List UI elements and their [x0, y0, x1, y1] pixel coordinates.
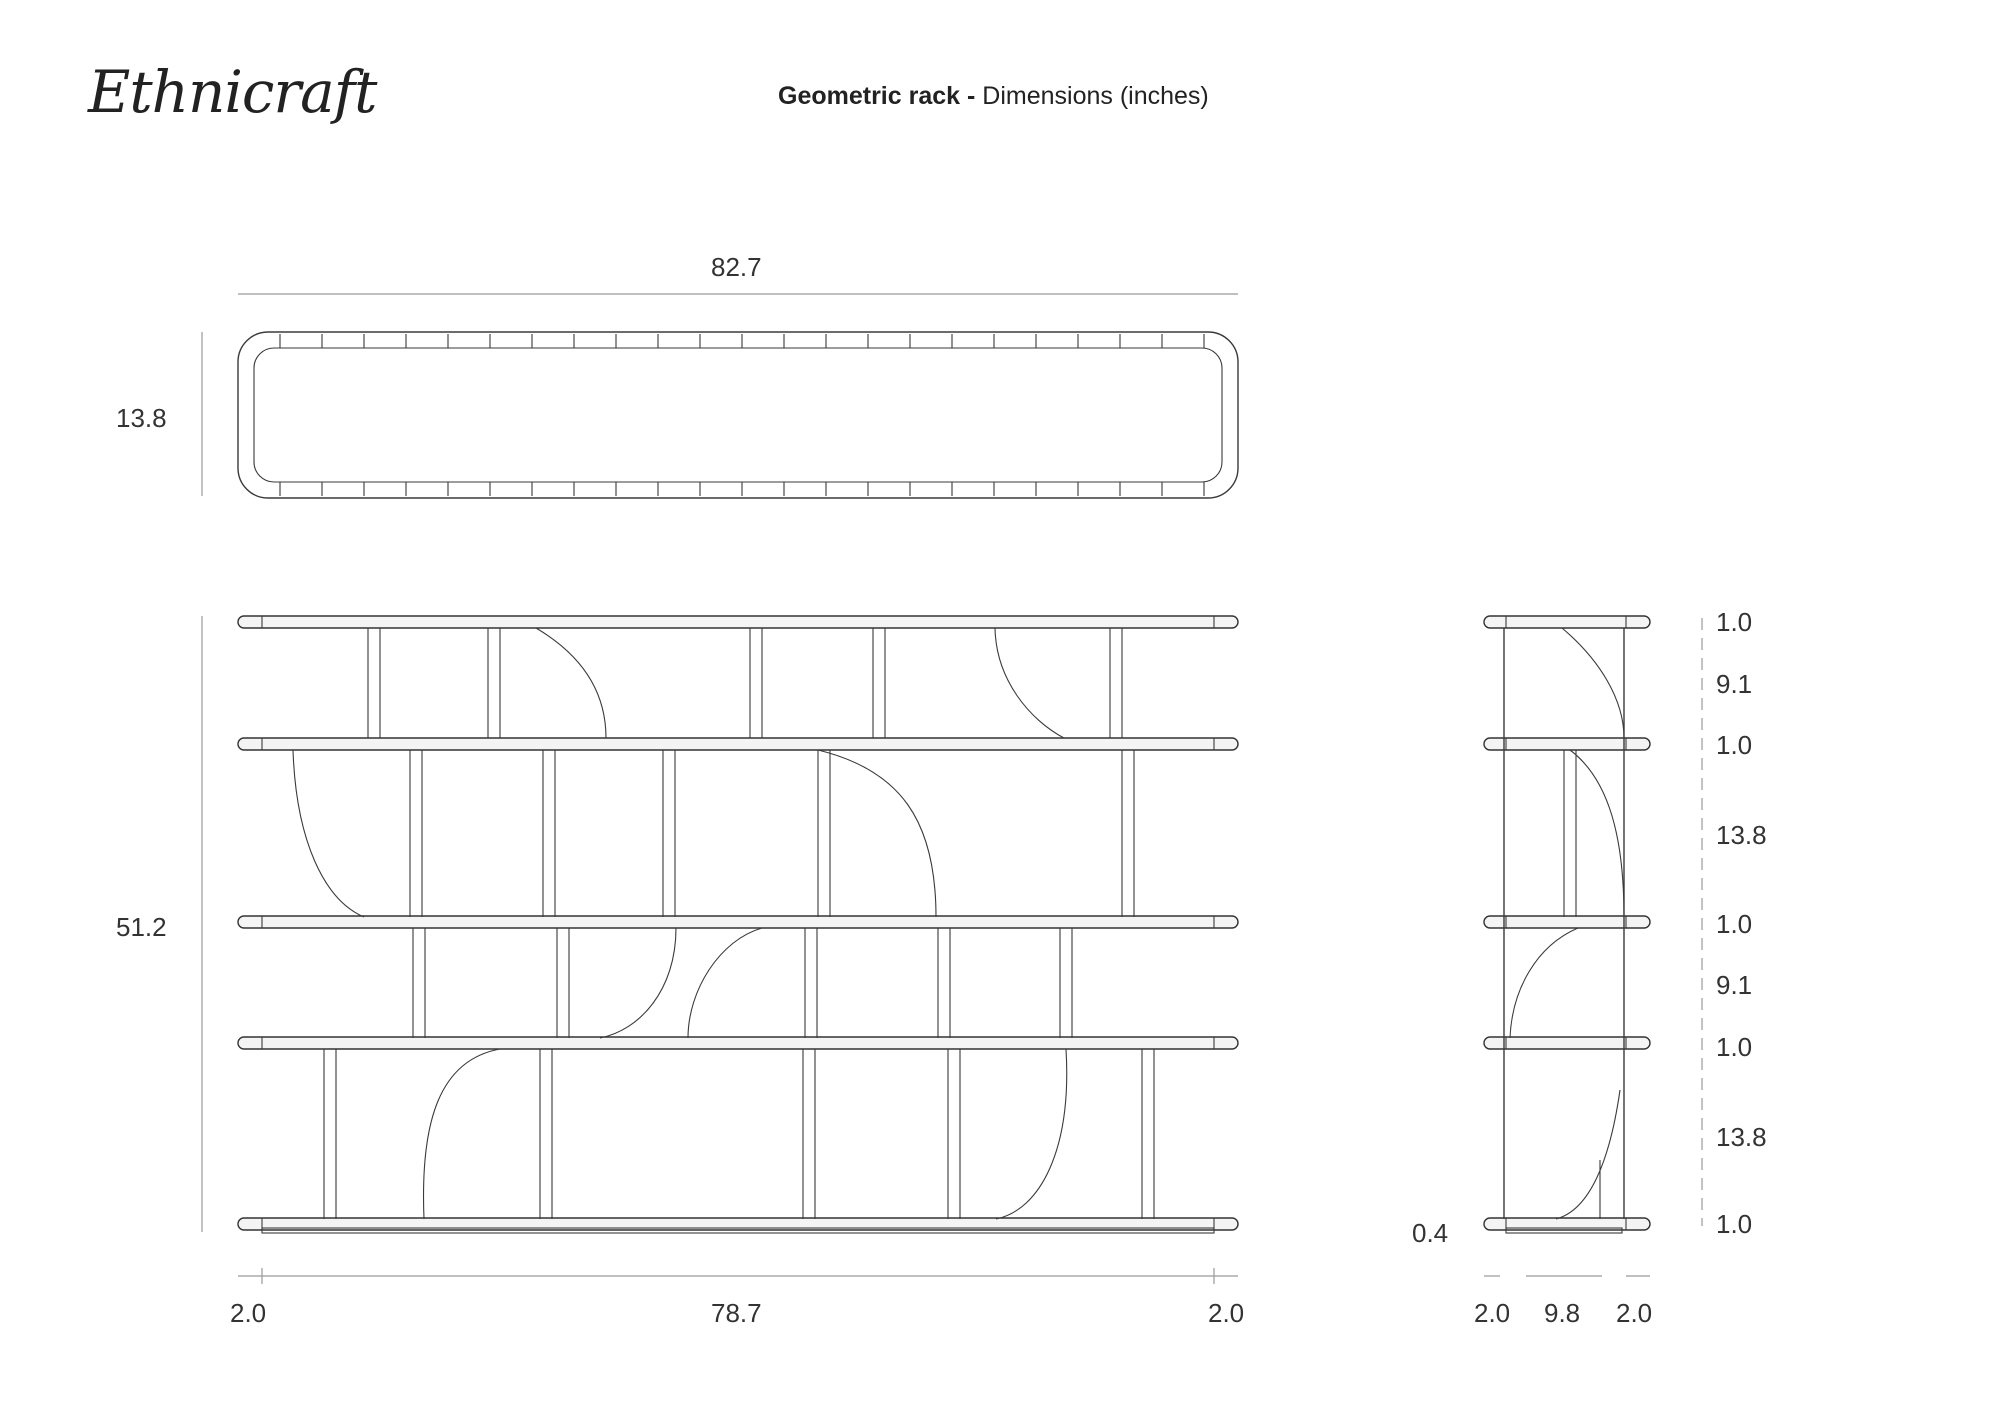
top-view: [202, 294, 1238, 498]
side-height-label-5: 9.1: [1716, 970, 1753, 1000]
side-height-label-6: 1.0: [1716, 1032, 1753, 1062]
shelf-board: [238, 1037, 1238, 1049]
shelf-board: [238, 916, 1238, 928]
side-height-label-4: 1.0: [1716, 909, 1753, 939]
top-view-outline: [238, 332, 1238, 498]
top-view-plank-joints: [280, 334, 1204, 496]
front-shelves: [238, 616, 1238, 1230]
side-shelf-board: [1484, 916, 1650, 928]
side-view: [1484, 616, 1702, 1276]
front-view: [202, 616, 1238, 1284]
side-height-label-2: 1.0: [1716, 730, 1753, 760]
side-height-label-7: 13.8: [1716, 1122, 1767, 1152]
side-height-label-3: 13.8: [1716, 820, 1767, 850]
side-left-margin-label: 2.0: [1474, 1298, 1511, 1328]
front-left-margin-label: 2.0: [230, 1298, 267, 1328]
side-shelf-board: [1484, 616, 1650, 628]
top-depth-label: 13.8: [116, 403, 167, 433]
title-product: Geometric rack -: [778, 82, 976, 110]
side-height-label-8: 1.0: [1716, 1209, 1753, 1239]
front-height-label: 51.2: [116, 912, 167, 942]
side-curve-2: [1570, 750, 1624, 917]
side-shelves: [1484, 616, 1650, 1230]
brand-logo: Ethnicraft: [88, 58, 377, 126]
side-height-label-1: 9.1: [1716, 669, 1753, 699]
side-right-margin-label: 2.0: [1616, 1298, 1653, 1328]
side-inner-depth-label: 9.8: [1544, 1298, 1581, 1328]
top-view-inner-outline: [254, 348, 1222, 482]
side-curve-3: [1510, 928, 1578, 1038]
side-shelf-board: [1484, 738, 1650, 750]
side-curve-4: [1556, 1090, 1620, 1219]
side-curve-1: [1562, 628, 1624, 738]
side-height-label-0: 1.0: [1716, 607, 1753, 637]
side-shelf-board: [1484, 1037, 1650, 1049]
top-width-label: 82.7: [711, 252, 762, 282]
shelf-board: [238, 616, 1238, 628]
side-base-label: 0.4: [1412, 1218, 1449, 1248]
shelf-board: [238, 738, 1238, 750]
title-subtitle: Dimensions (inches): [975, 82, 1209, 110]
front-right-margin-label: 2.0: [1208, 1298, 1245, 1328]
front-inner-width-label: 78.7: [711, 1298, 762, 1328]
